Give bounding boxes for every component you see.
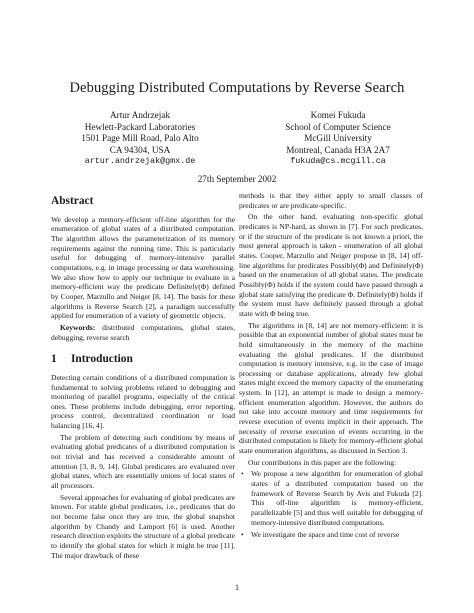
author-name: Artur Andrzejak: [110, 110, 170, 120]
section-title: Introduction: [71, 353, 133, 366]
bullet-icon: •: [241, 469, 244, 479]
author-address: McGill University: [304, 133, 372, 144]
author-address: Montreal, Canada H3A 2A7: [286, 144, 390, 155]
author-2: [258, 110, 418, 168]
author-address: CA 94304, USA: [109, 144, 171, 155]
contributions-list: [239, 469, 423, 540]
author-address: 1501 Page Mill Road, Palo Alto: [81, 133, 199, 144]
paper-title: Debugging Distributed Computations by Reverse Search: [69, 80, 405, 96]
page-number: 1: [235, 583, 239, 592]
intro-paragraph: The problem of detecting such conditions by means of evaluating global predicates of a distributed computation is not trivial and has received a considerable amount of attention [3, 8, 9, 14]. Global predicates are evaluated over global states, which are essentially unions of local states of all processors.: [51, 432, 235, 491]
section-heading-introduction: [51, 355, 235, 365]
list-item-text: We propose a new algorithm for enumeration of global states of a distributed computation based on the framework of Reverse Search by Avis and Fukuda [2]. This off-line algorithm is memory-efficient, parallelizable [5] and thus well suitable for debugging of memory-intensive distributed computations.: [251, 469, 423, 527]
paper-date: 27th September 2002: [197, 174, 277, 184]
author-1: [60, 110, 220, 168]
author-affiliation: Hewlett-Packard Laboratories: [84, 121, 196, 132]
author-name: Komei Fukuda: [310, 110, 366, 120]
author-affiliation: School of Computer Science: [285, 121, 391, 132]
body-paragraph: The algorithms in [8, 14] are not memory-efficient: it is possible that an exponential number of global states must be hold simultaneously in the memory of the machine evaluating the global predicates. If the distributed computation is memory intensive, e.g. in the case of image processing or database applications, already few global states might exceed the memory capacity of the enumerating system. In [12], an attempt is made to design a memory-efficient enumeration algorithm. However, the authors do not take into account memory and time requirements for reverse execution of events implicit in their approach. The necessity of reverse execution of events occurring in the distributed computation is likely for memory-efficient global state enumeration algorithms, as discussed in Section 3.: [239, 320, 423, 456]
keywords-label: Keywords:: [60, 322, 96, 332]
abstract-heading: Abstract: [51, 195, 94, 207]
left-column: [51, 195, 235, 562]
abstract-text: We develop a memory-efficient off-line algorithm for the enumeration of global states of a distributed computation. The algorithm allows the parameterization of its memory requirements against the running time. This is particularly useful for debugging of memory-intensive parallel computations, e.g. in image processing or data warehousing. We also show how to apply our technique to evaluate in a memory-efficient way the predicate Definitely(Φ) defined by Cooper, Marzullo and Neiger [8, 14]. The basis for these algorithms is Reverse Search [2], a paradigm successfully applied for enumeration of a variety of geometric objects.: [51, 214, 235, 321]
author-email: artur.andrzejak@gmx.de: [84, 156, 196, 167]
list-item: [239, 469, 423, 527]
section-number: 1: [51, 353, 57, 366]
author-email: fukuda@cs.mcgill.ca: [290, 156, 386, 167]
list-item: [239, 530, 423, 540]
right-column: [239, 191, 423, 543]
body-paragraph: Our contributions in this paper are the following:: [248, 457, 397, 467]
bullet-icon: •: [241, 530, 244, 540]
keywords: [51, 323, 235, 342]
intro-paragraph: Detecting certain conditions of a distributed computation is fundamental to solving problems related to debugging and monitoring of parallel programs, especially of the critical ones. These problems include debugging, error reporting, process control, decentralized coordination or load balancing [16, 4].: [51, 372, 235, 431]
body-paragraph: methods is that they either apply to small classes of predicates or are predicate-specific.: [239, 191, 423, 210]
list-item-text: We investigate the space and time cost of reverse: [251, 530, 400, 540]
body-paragraph: On the other hand, evaluating non-specific global predicates is NP-hard, as shown in [7]. For such predicates, or if the structure of the predicate is not known a priori, the most general approach is taken - enumeration of all global states. Cooper, Marzullo and Neiger propose in [8, 14] off-line algorithms for predicates Possibly(Φ) and Definitely(Φ) based on the enumeration of all global states. The predicate Possibly(Φ) holds if the system could have passed through a global state satisfying the predicate Φ. Definitely(Φ) holds if the system must have definitely passed through a global state with Φ being true.: [239, 212, 423, 318]
intro-paragraph: Several approaches for evaluating of global predicates are known. For stable global predicates, i.e., predicates that do not become false once they are true, the global snapshot algorithm by Chandy and Lamport [6] is used. Another research direction exploits the structure of a global predicate to identify the global states for which it might be true [11]. The major drawback of these: [51, 492, 235, 560]
keywords-text: distributed computations, global states, debugging, reverse search: [51, 322, 235, 342]
